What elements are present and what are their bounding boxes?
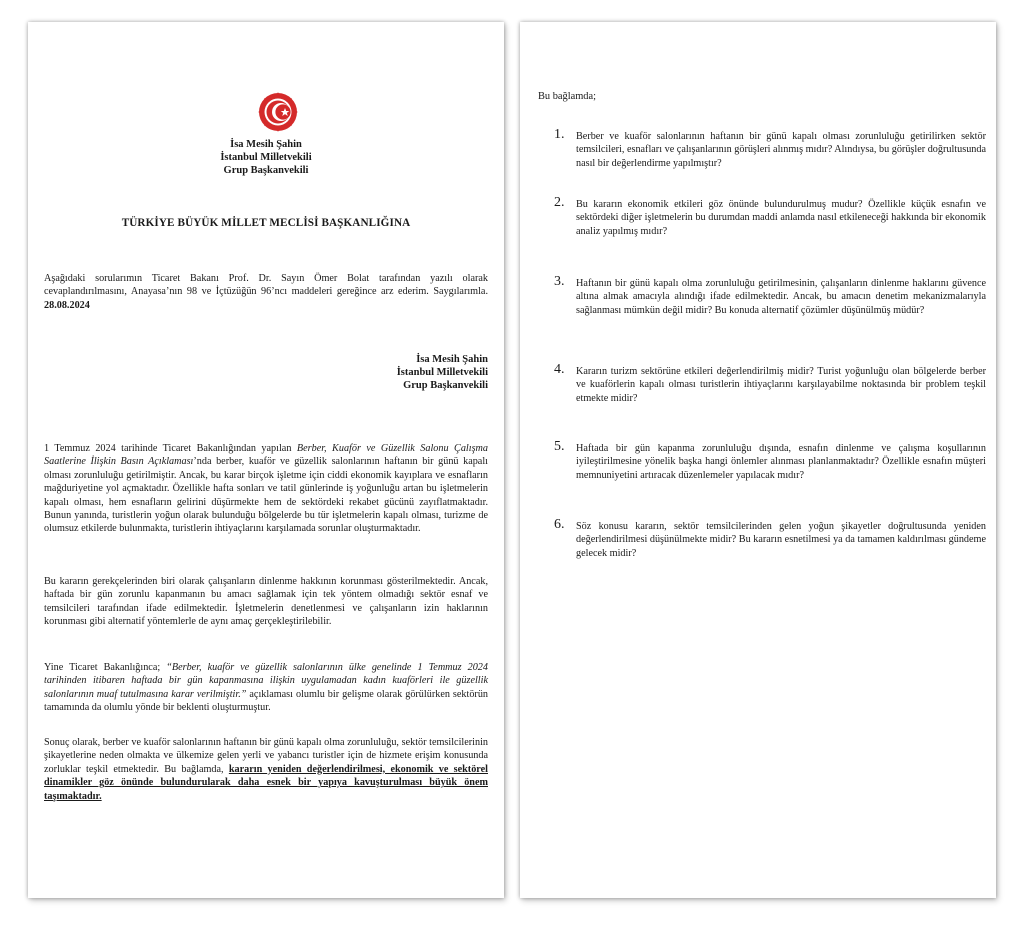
party-emblem-icon [258,92,298,132]
signature-title: İstanbul Milletvekili [396,367,488,378]
questions-intro: Bu bağlamda; [538,91,597,102]
body-paragraph-3 [44,661,488,715]
request-paragraph [44,272,488,312]
signature-block [397,353,488,392]
p3-pre: Yine Ticaret Bakanlığınca; [44,662,167,673]
document-page-1 [28,22,504,898]
body-paragraph-4 [44,736,488,803]
header-block [28,138,504,177]
header-title: İstanbul Milletvekili [220,152,312,163]
body-paragraph-1 [44,442,488,536]
request-date: 28.08.2024 [44,299,90,311]
question-text: Haftada bir gün kapanma zorunluluğu dışında, esnafın dinlenme ve çalışma koşullarının iyileştirilmesine yönelik başka hangi önlemler alınması planlanmaktadır? Özellikle esnafın müşteri memnuniyetini artıracak düzenlemeler yapılacak mıdır? [576,443,986,481]
question-text: Bu kararın ekonomik etkileri göz önünde bulundurulmuş mudur? Özellikle küçük esnafın ve sektördeki diğer işletmelerin bu durumdan maddi anlamda nasıl etkileneceği hakkında bir ekonomik analiz yapılmış mıdır? [576,199,986,237]
addressee-heading: TÜRKİYE BÜYÜK MİLLET MECLİSİ BAŞKANLIĞINA [121,217,411,229]
p1-pre: 1 Temmuz 2024 tarihinde Ticaret Bakanlığından yapılan [44,443,297,454]
question-text: Berber ve kuaför salonlarının haftanın bir günü kapalı olması zorunluluğu getirilirken sektör temsilcileri, esnafları ve çalışanlarının görüşleri alınmış mıdır? Alındıysa, bu görüşler doğrultusunda nasıl bir değerlendirme yapılmıştır? [576,131,986,169]
signature-role: Grup Başkanvekili [403,380,488,391]
p3-post: açıklaması olumlu bir gelişme olarak görülürken sektörün tamamında da olumlu yönde bir beklenti oluşturmuştur. [44,688,489,714]
p4-emphasis: kararın yeniden değerlendirilmesi, ekonomik ve sektörel dinamikler göz önünde bulundurularak daha esnek bir yapıya kavuşturulması büyük önem taşımaktadır. [44,763,488,802]
body-paragraph-2: Bu kararın gerekçelerinden biri olarak çalışanların dinlenme hakkının korunması gösterilmektedir. Ancak, haftada bir gün zorunlu kapanmanın bu amacı sağlamak için tek yöntem olmadığı sektör esnaf ve temsilcileri tarafından ifade edilmektedir. İşletmelerin denetlenmesi ve çalışanların izin haklarının korunması gibi alternatif yöntemlerle de aynı amaç gerçekleştirilebilir. [44,576,488,628]
request-text: Aşağıdaki sorularımın Ticaret Bakanı Prof. Dr. Sayın Ömer Bolat tarafından yazılı olarak cevaplandırılmasını, Anayasa’nın 98 ve İçtüzüğün 96’ncı maddeleri gereğince arz ederim. Saygılarımla. [44,273,488,298]
p4-pre: Sonuç olarak, berber ve kuaför salonlarının haftanın bir günü kapalı olma zorunluluğu, sektör temsilcilerinin şikayetlerine neden olmakta ve ülkemize gelen yerli ve yabancı turistler için de hizmete erişim konusunda zorluklar teşkil etmektedir. Bu bağlamda, [44,737,488,775]
question-text: Söz konusu kararın, sektör temsilcilerinden gelen yoğun şikayetler doğrultusunda yeniden değerlendirilmesi düşünülmekte midir? Bu kararın esnetilmesi ya da tamamen kaldırılması gündeme gelecek midir? [576,521,986,559]
signature-name: İsa Mesih Şahin [416,354,488,365]
p1-italic: Berber, Kuaför ve Güzellik Salonu Çalışma Saatlerine İlişkin Basın Açıklaması [44,443,489,468]
question-text: Kararın turizm sektörüne etkileri değerlendirilmiş midir? Turist yoğunluğu olan bölgelerde berber ve kuaförlerin kapalı olması turistlerin ihtiyaçlarını karşılayabilme noktasında bir problem teşkil etmekte midir? [576,366,986,404]
question-number: 6. [554,517,565,532]
p3-italic: “Berber, kuaför ve güzellik salonlarının ülke genelinde 1 Temmuz 2024 tarihinden itibaren haftada bir gün kapanmasına ilişkin uygulamadan kadın kuaförleri ile güzellik salonlarının muaf tutulmasına karar verilmiştir.” [44,662,488,700]
question-number: 5. [554,439,565,454]
document-page-2 [520,22,996,898]
question-number: 3. [554,274,565,289]
header-name: İsa Mesih Şahin [230,139,302,150]
question-number: 2. [554,195,565,210]
p1-post: ’nda berber, kuaför ve güzellik salonlarının haftanın bir günü kapalı olması zorunluluğu getirilmiştir. Ancak, bu karar birçok işletme için ciddi ekonomik kayıplara ve esnafların mağduriyetine yol açmaktadır. Özellikle hafta sonları ve tatil günlerinde iş yoğunluğu artan bu işletmelerin kapalı olması, hem esnafların gelirini düşürmekte hem de sektördeki rekabet gücünü zayıflatmaktadır. Bunun yanında, turistlerin yoğun olarak bulunduğu bölgelerde bu tür işletmelerin kapalı olması, turizme de olumsuz etkilerde bulunmakta, turistlerin ihtiyaçlarını karşılamada sorunlar oluşturmaktadır. [44,456,488,535]
question-text: Haftanın bir günü kapalı olma zorunluluğu getirilmesinin, çalışanların dinlenme haklarını güvence altına almak amacıyla alındığı ifade edilmektedir. Ancak, bu amacın denetim mekanizmalarıyla sağlanması mümkün değil midir? Bu konuda alternatif çözümler düşünülmüş müdür? [576,278,986,316]
question-number: 1. [554,127,565,142]
header-role: Grup Başkanvekili [223,165,309,176]
question-number: 4. [554,362,565,377]
